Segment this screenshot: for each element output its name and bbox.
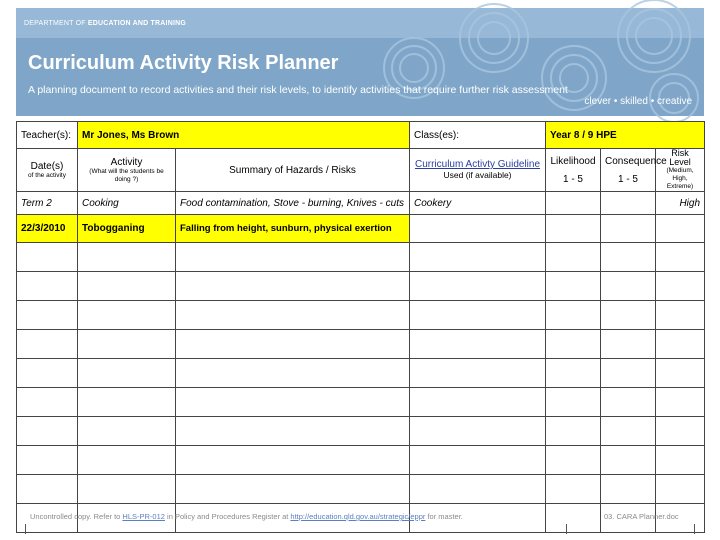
row-hazards[interactable]: Food contamination, Stove - burning, Knives - cuts [176, 192, 410, 215]
col-summary-header: Summary of Hazards / Risks [176, 149, 410, 192]
document-filename: 03. CARA Planner.doc [604, 512, 679, 521]
footer-divider-right [694, 524, 695, 534]
policy-link[interactable]: HLS-PR-012 [122, 512, 165, 521]
class-label: Class(es): [410, 122, 546, 149]
empty-row [17, 417, 705, 446]
table-row [17, 215, 705, 243]
register-link[interactable]: http://education.qld.gov.au/strategic/eppr [290, 512, 426, 521]
row-date[interactable]: Term 2 [17, 192, 78, 215]
page-title: Curriculum Activity Risk Planner [28, 52, 339, 74]
row-guideline[interactable]: Cookery [410, 192, 546, 215]
empty-row [17, 272, 705, 301]
footer-note: Uncontrolled copy. Refer to HLS-PR-012 in Policy and Procedures Register at http://education.qld.gov.au/strategic/eppr for master. [30, 512, 463, 521]
col-consequence-header: Consequence 1 - 5 [601, 149, 656, 192]
row-consequence[interactable] [601, 192, 656, 215]
teacher-value[interactable]: Mr Jones, Ms Brown [78, 122, 410, 149]
row-activity[interactable]: Tobogganing [78, 215, 176, 243]
row-risk-level[interactable] [656, 215, 705, 243]
row-activity[interactable]: Cooking [78, 192, 176, 215]
empty-row [17, 301, 705, 330]
col-activity-header: Activity (What will the students be doing ?) [78, 149, 176, 192]
empty-row [17, 388, 705, 417]
guideline-link[interactable]: Curriculum Activty Guideline [414, 159, 541, 170]
col-likelihood-header: Likelihood 1 - 5 [546, 149, 601, 192]
empty-row [17, 330, 705, 359]
risk-planner-table [16, 121, 705, 533]
page-subtitle: A planning document to record activities and their risk levels, to identify activities that require further risk assessment [28, 84, 568, 96]
empty-row [17, 243, 705, 272]
col-date-header: Date(s) of the activity [17, 149, 78, 192]
department-name: DEPARTMENT OF EDUCATION AND TRAINING [24, 20, 186, 27]
row-risk-level[interactable]: High [656, 192, 705, 215]
column-header-row [17, 149, 705, 192]
header-banner [16, 8, 704, 116]
class-value[interactable]: Year 8 / 9 HPE [546, 122, 705, 149]
row-hazards[interactable]: Falling from height, sunburn, physical exertion [176, 215, 410, 243]
empty-row [17, 446, 705, 475]
empty-row [17, 475, 705, 504]
col-risk-header: Risk Level (Medium, High, Extreme) [656, 149, 705, 192]
empty-row [17, 359, 705, 388]
row-consequence[interactable] [601, 215, 656, 243]
header-info-row [17, 122, 705, 149]
row-likelihood[interactable] [546, 192, 601, 215]
row-likelihood[interactable] [546, 215, 601, 243]
footer-divider-mid [566, 524, 567, 534]
teacher-label: Teacher(s): [17, 122, 78, 149]
table-row [17, 192, 705, 215]
col-guideline-header: Curriculum Activty Guideline Used (if available) [410, 149, 546, 192]
footer-divider-left [25, 524, 26, 534]
tagline: clever • skilled • creative [584, 96, 692, 107]
row-guideline[interactable] [410, 215, 546, 243]
row-date[interactable]: 22/3/2010 [17, 215, 78, 243]
